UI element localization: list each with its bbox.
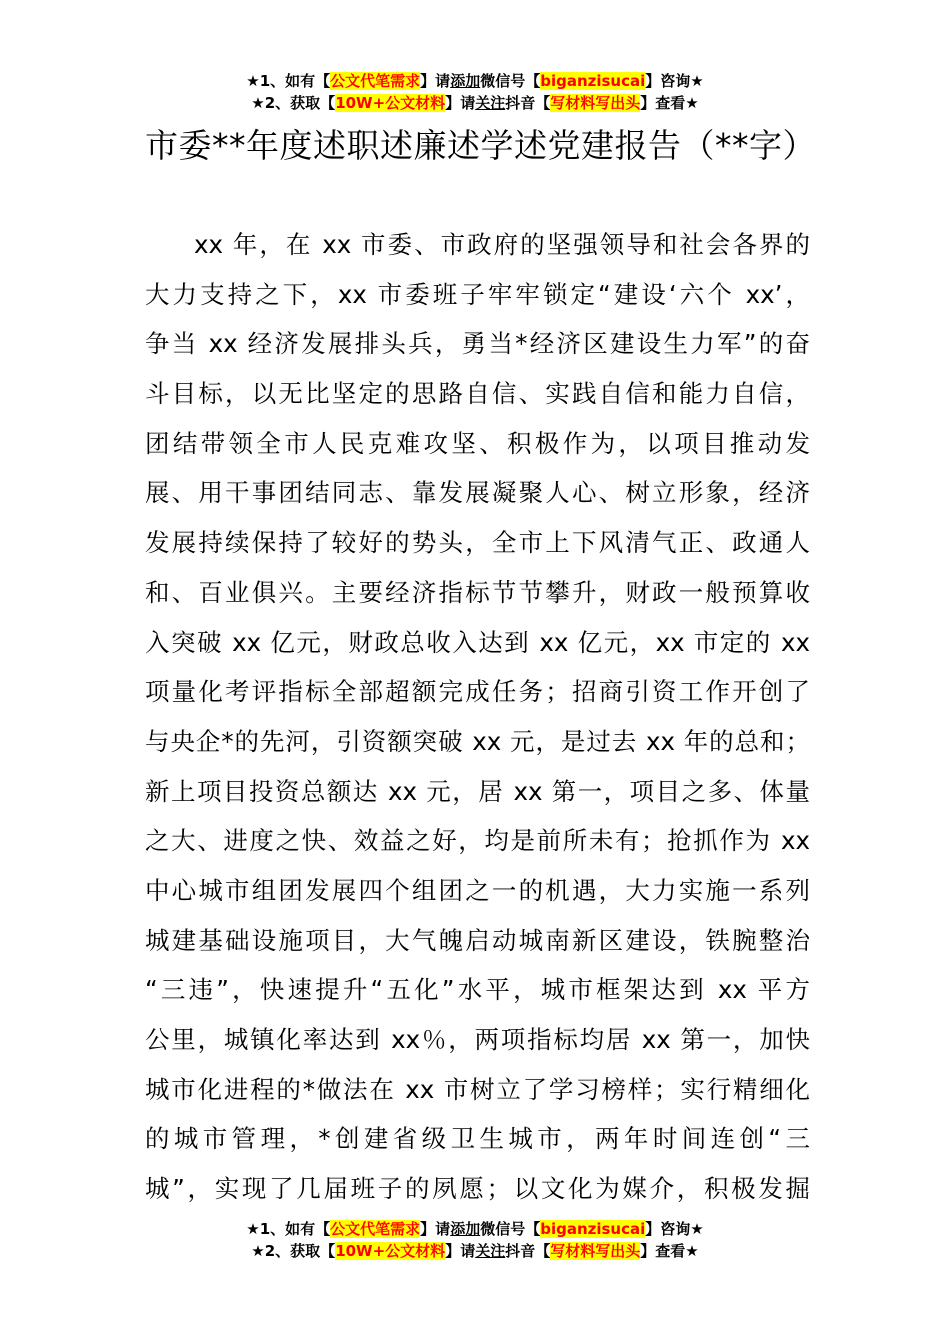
promo-emphasis: 添加 (450, 72, 481, 90)
promo-text: ★1、如有【 (246, 72, 331, 90)
body-line: 展、用干事团结同志、靠发展凝聚人心、树立形象，经济 (145, 478, 810, 508)
promo-text: 】咨询★ (645, 72, 704, 90)
body-line: 公里，城镇化率达到 xx％，两项指标均居 xx 第一，加快 (145, 1025, 810, 1054)
body-line: 之大、进度之快、效益之好，均是前所未有；抢抓作为 xx (145, 826, 810, 856)
promo-line-2 (0, 1240, 950, 1262)
body-line: 新上项目投资总额达 xx 元，居 xx 第一，项目之多、体量 (145, 776, 810, 806)
body-line: 的城市管理，*创建省级卫生城市，两年时间连创“三 (145, 1124, 810, 1154)
body-line: 中心城市组团发展四个组团之一的机遇，大力实施一系列 (145, 875, 810, 905)
promo-text: 抖音【 (505, 1242, 551, 1260)
promo-highlight: 公文代笔需求 (330, 72, 421, 90)
promo-highlight: 写材料写出头 (550, 94, 641, 112)
promo-text: ★2、获取【 (251, 94, 336, 112)
body-line: xx 年，在 xx 市委、市政府的坚强领导和社会各界的 (194, 230, 810, 259)
promo-banner-top (0, 70, 950, 114)
document-body (145, 220, 810, 1214)
promo-text: 微信号【 (480, 72, 541, 90)
promo-highlight: 10W+公文材料 (335, 1242, 446, 1260)
body-line: 城建基础设施项目，大气魄启动城南新区建设，铁腕整治 (145, 925, 810, 955)
promo-emphasis: 关注 (475, 1242, 506, 1260)
body-line: 和、百业俱兴。主要经济指标节节攀升，财政一般预算收 (145, 577, 810, 607)
body-line: 争当 xx 经济发展排头兵，勇当*经济区建设生力军”的奋 (145, 329, 810, 359)
body-line: 与央企*的先河，引资额突破 xx 元，是过去 xx 年的总和； (145, 726, 810, 756)
document-title: 市委**年度述职述廉述学述党建报告（**字） (145, 126, 816, 165)
body-line: 城”，实现了几届班子的夙愿；以文化为媒介，积极发掘 (145, 1174, 810, 1204)
promo-text: 】咨询★ (645, 1220, 704, 1238)
promo-text: ★2、获取【 (251, 1242, 336, 1260)
promo-text: 】请 (420, 1220, 451, 1238)
promo-emphasis: 关注 (475, 94, 506, 112)
body-line: 斗目标，以无比坚定的思路自信、实践自信和能力自信， (145, 379, 810, 409)
promo-text: 】查看★ (640, 1242, 699, 1260)
promo-text: 微信号【 (480, 1220, 541, 1238)
promo-text: 】请 (445, 1242, 476, 1260)
promo-text: 抖音【 (505, 94, 551, 112)
body-line: “三违”，快速提升“五化”水平，城市框架达到 xx 平方 (145, 975, 810, 1005)
promo-text: 】请 (445, 94, 476, 112)
body-line: 项量化考评指标全部超额完成任务；招商引资工作开创了 (145, 677, 810, 707)
body-line: 入突破 xx 亿元，财政总收入达到 xx 亿元，xx 市定的 xx (145, 627, 810, 657)
promo-emphasis: 添加 (450, 1220, 481, 1238)
promo-line-1 (0, 70, 950, 92)
promo-highlight: 公文代笔需求 (330, 1220, 421, 1238)
promo-highlight: biganzisucai (540, 72, 646, 90)
promo-text: ★1、如有【 (246, 1220, 331, 1238)
promo-text: 】请 (420, 72, 451, 90)
body-line: 团结带领全市人民克难攻坚、积极作为，以项目推动发 (145, 428, 810, 458)
promo-line-1 (0, 1218, 950, 1240)
promo-line-2 (0, 92, 950, 114)
body-line: 发展持续保持了较好的势头，全市上下风清气正、政通人 (145, 528, 810, 558)
promo-banner-bottom (0, 1218, 950, 1262)
body-line: 城市化进程的*做法在 xx 市树立了学习榜样；实行精细化 (145, 1074, 810, 1104)
promo-highlight: 10W+公文材料 (335, 94, 446, 112)
promo-highlight: 写材料写出头 (550, 1242, 641, 1260)
body-line: 大力支持之下，xx 市委班子牢牢锁定“建设‘六个 xx’， (145, 279, 810, 309)
promo-highlight: biganzisucai (540, 1220, 646, 1238)
promo-text: 】查看★ (640, 94, 699, 112)
